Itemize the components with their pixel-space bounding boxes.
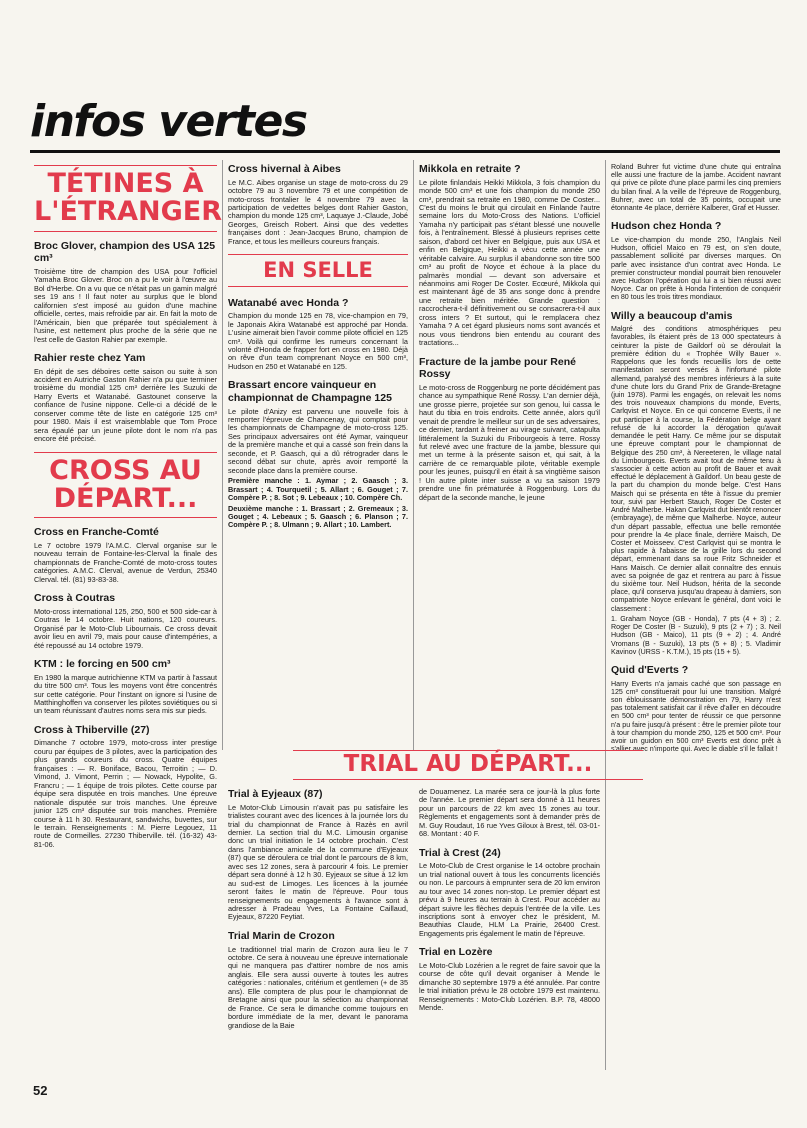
article-title: Trial à Eyjeaux (87) xyxy=(228,788,323,800)
column-2 xyxy=(228,163,408,538)
article-body: Troisième titre de champion des USA pour l'officiel Yamaha Broc Glover. Broc on a pu le voir à l'œuvre au Bol d'Herbe. On a vu que ce n'était pas un gamin malgré ses 19 ans ! Il faut noter au surplus que le blond californien s'est imposé au guidon d'une machine officielle, certes, mais refroidie par air. En fait la moto de l'Américain, bien que préparée tout spécialement à l'usine, est nettement plus proche de la série que ne l'est celle de Gaston Rahier par exemple. xyxy=(34,266,217,344)
results-list: 1. Graham Noyce (GB - Honda), 7 pts (4 + 3) ; 2. Roger De Coster (B - Suzuki), 9 pts (2 + 7) ; 3. Neil Hudson (GB - Maico), 11 pts (9 + 2) ; 4. André Vromans (B - Suzuki), 13 pts (5 + 8) ; 5. Vladimir Kavinov (URSS - K.T.M.), 15 pts (15 + 5). xyxy=(611,614,781,656)
article-title: Trial Marin de Crozon xyxy=(228,929,335,942)
article-title: Quid d'Everts ? xyxy=(611,664,689,676)
article-body: Champion du monde 125 en 78, vice-champion en 79, le Japonais Akira Watanabé est approché par Honda. L'usine aimerait bien l'avoir comme pilote officiel en 125 cm³. Voilà qui confirme les rumeurs concernant la volonté d'Honda de frapper fort en cross en 1980. Déjà on rêve d'un team comprenant Noyce en 500 cm³, Hudson en 250 et Watanabé en 125. xyxy=(228,311,408,371)
article-body: Le moto-cross de Roggenburg ne porte décidément pas chance au sympathique René Rossy. L'an dernier déjà, une grosse pierre, projetée sur son genou, lui cassa le haut du tibia en trois endroits. Cette année, alors qu'il venait de prendre le meilleur sur un de ses adversaires, ce dernier, tardant à freiner au virage suivant, catapulta littéralement la Suzuki du Fribourgeois à terre. Rossy fut relevé avec une fracture de la jambe, blessure qui met un terme à la présente saison et, qui sait, à la carrière de ce remarquable pilote, véritable exemple pour les jeunes, puisqu'il en était à sa vingtième saison ! Un autre pilote inter suisse a vu sa saison 1979 prendre une fin prématurée à Roggenburg. Lors du départ de la seconde manche, le jeune xyxy=(419,382,600,502)
column-4 xyxy=(611,163,781,762)
article-body: Le vice-champion du monde 250, l'Anglais Neil Hudson, officiel Maico en 79 est, on s'en doute, passablement sollicité par diverses marques. On parle avec insistance d'un contrat avec Honda. Le premier constructeur mondial pourrait bien renouveler avec Hudson l'opération qui lui a si bien réussi avec Noyce. Car on prête à Honda l'intention de conquérir en 80 tous les trois titres mondiaux. xyxy=(611,235,781,302)
banner-cross: CROSS AU DÉPART... xyxy=(34,452,217,519)
banner-trial: TRIAL AU DÉPART... xyxy=(293,750,643,780)
article-title: Rahier reste chez Yam xyxy=(34,351,146,364)
article xyxy=(611,310,781,656)
column-divider xyxy=(222,160,223,750)
article xyxy=(34,526,217,584)
article-body: Le Moto-Club Lozérien a le regret de faire savoir que la course de côte qu'il devait organiser à Mende le dimanche 30 septembre 1979 a été annulée. Par contre le trial initiation prévu le 28 octobre 1979 est maintenu. Renseignements : Moto-Club Lozérien. B.P. 78, 48000 Mende. xyxy=(419,960,600,1013)
page-number: 52 xyxy=(33,1083,48,1098)
results-list: Première manche : 1. Aymar ; 2. Gaasch ; 3. Brassart ; 4. Tourquetil ; 5. Allart ; 6. Gouget ; 7. Compère P. ; 8. Sot ; 9. Lebeaux ; 10. Compère Ch. xyxy=(228,476,408,503)
article-title: Cross en Franche-Comté xyxy=(34,526,159,539)
article-title: Trial en Lozère xyxy=(419,946,493,959)
article-title: Brassart encore vainqueur en championnat de Champagne 125 xyxy=(228,379,392,404)
article xyxy=(228,163,408,246)
column-divider xyxy=(605,160,606,1070)
article-title: Cross hivernal à Aibes xyxy=(228,163,341,175)
article xyxy=(34,240,217,344)
results-list: Deuxième manche : 1. Brassart ; 2. Gremeaux ; 3. Gouget ; 4. Lebeaux ; 5. Gaasch ; 6. Planson ; 7. Compère P. ; 8. Ulmann ; 9. Allart ; 10. Lambert. xyxy=(228,503,408,530)
article-title: Hudson chez Honda ? xyxy=(611,220,722,233)
column-divider xyxy=(413,160,414,750)
article-body: Dimanche 7 octobre 1979, moto-cross inter prestige couru par équipes de 3 pilotes, avec la participation des plus grands coureurs du cross. Quatre équipes françaises : — R. Boniface, Bacou, Terroitin ; — D. Vimond, J. Vimont, Perrin ; — Nowack, Hypolite, G. Francru ; — 1 équipe de trois pilotes. Cette course par équipe sera disputée en trois manches. Une épreuve nationale disputée sur trois manches. Une épreuve junior 125 cm³ disputée sur trois manches. Première course à 11 h 30. Restaurant, sandwichs, buvettes, sur le terrain. Renseignements : M. Pierre Legouez, 11 route de Cormeilles. 27230 Thiberville. tél. (16-32) 43-81-06. xyxy=(34,738,217,849)
article xyxy=(34,658,217,716)
article-title: Mikkola en retraite ? xyxy=(419,163,521,175)
article-title: Willy a beaucoup d'amis xyxy=(611,309,733,322)
article-title: Cross à Thiberville (27) xyxy=(34,723,150,736)
article-body: Moto-cross international 125, 250, 500 et 500 side-car à Coutras le 14 octobre. Huit nations, 120 coureurs. Organisé par le Moto-Club Libournais. Ce cross devait avoir lieu en avril 79, mais pour cause d'intempéries, a été repoussé au 14 octobre 1979. xyxy=(34,606,217,650)
article-title: Fracture de la jambe pour René Rossy xyxy=(419,355,576,381)
article-title: Watanabé avec Honda ? xyxy=(228,296,349,309)
article xyxy=(611,163,781,212)
article xyxy=(419,946,600,1012)
article xyxy=(34,592,217,650)
article xyxy=(34,352,217,444)
article xyxy=(611,220,781,301)
trial-column-left xyxy=(228,788,408,1038)
article xyxy=(419,847,600,939)
page-title: infos vertes xyxy=(30,96,307,147)
column-1 xyxy=(34,163,223,857)
article-body: Malgré des conditions atmosphériques peu favorables, ils étaient près de 13 000 spectateurs à ceinturer la piste de Gaildorf où se déroulait la première édition du « Trophée Willy Bauer ». Rappelons que les fonds recueillis lors de cette manifestation seront versés à l'infortuné pilote allemand, paralysé des membres inférieurs à la suite d'une chute lors du Grand Prix de Grande-Bretagne (juin 1978). Parmi les engagés, on relevait les noms des trois nouveaux champions du monde, Everts, Carlqvist et Noyce. En ce qui concerne Everts, il ne put participer à la course, la Fédération belge ayant refusé de lui accorder la dérogation qu'avait demandée le petit Harry. Ce même jour se disputait une épreuve comptant pour le championnat de Belgique des 250 cm³, à Nereeteren, le village natal du Limbourgeois. Everts avait tout de même tenu à s'associer à cette action au profit de Bauer et avait effectué le déplacement à Gaildorf. Un beau geste de la part du champion du monde belge. C'est Hans Maisch qui se présenta en tête à l'issue du premier tour, suivi par Herbert Stauch, Roger De Coster et André Malherbe. Hakan Carlqvist dut bientôt renoncer (embrayage), de même que Malherbe. Noyce, auteur d'un départ passable, effectua une belle remontée pour prendre la 4e place finale, derrière Maisch, De Coster et Moisseev. C'est Carlqvist qui se montra le plus rapide à l'abaisse de la grille lors du second départ, emmenant dans sa roue Fritz Schneider et Hans Maisch. Ce dernier allait connaître des ennuis avec sa poignée de gaz et rentrera au parc à l'issue du sixième tour. Neil Hudson, hérita de la seconde place, qu'il conserva jusqu'au drapeau à damiers, son compatriote Noyce enlevant le général, dont voici le classement : xyxy=(611,325,781,613)
article xyxy=(228,930,408,1030)
article xyxy=(419,163,600,348)
article xyxy=(419,788,600,839)
article xyxy=(228,379,408,530)
article xyxy=(611,664,781,754)
article-title: Broc Glover, champion des USA 125 cm³ xyxy=(34,239,216,265)
article-title: KTM : le forcing en 500 cm³ xyxy=(34,658,171,671)
column-3 xyxy=(419,163,600,510)
article-body: Roland Buhrer fut victime d'une chute qui entraîna elle aussi une fracture de la jambe. Accident navrant qui prive ce pilote d'une place parmi les cinq premiers du bilan final. A la veille de l'épreuve de Roggenburg, Buhrer, avec un total de 35 points, occupait une étonnante 4e place, derrière Kalberer, Graf et Husser. xyxy=(611,163,781,213)
banner-selle: EN SELLE xyxy=(228,254,408,286)
article xyxy=(419,356,600,503)
article-body: Le traditionnel trial marin de Crozon aura lieu le 7 octobre. Ce sera à nouveau une épreuve internationale qui ne manquera pas d'attirer nombre de nos amis anglais. Elle sera aussi ouverte à toutes les autres catégories : nationales, critérium et gentlemen (+ de 35 ans). Elle comptera de plus pour le championnat de Bretagne ainsi que pour la sélection au championnat de France. Ce sera le dimanche comme toujours en bordure immédiate de la mer, devant le panorama grandiose de la Baie xyxy=(228,944,408,1030)
article-body: Le M.C. Aibes organise un stage de moto-cross du 29 octobre 79 au 3 novembre 79 et une compétition de moto-cross frontalier le 4 novembre 79 avec la participation de vedettes belges dont Rahier Gaston, champion du monde 125 cm³, Laquaye J.-Claude, Jobé Georges, Greisch Robert. Ainsi que des vedettes françaises dont : Jean-Jacques Bruno, champion de France, et tous les meilleurs coureurs français. xyxy=(228,177,408,246)
article-body: Le 7 octobre 1979 l'A.M.C. Clerval organise sur le nouveau terrain de Fontaine-les-Clerval la finale des championnats de Franche-Comté de moto-cross toutes catégories. A.M.C. Clerval, avenue de Verdun, 25340 Clerval. tél. (81) 93-83-38. xyxy=(34,540,217,584)
article-body: Le Moto-Club de Crest organise le 14 octobre prochain un trial national ouvert à tous les concurrents licenciés ou non. Le parcours à emprunter sera de 20 km environ au tour avec 14 zones non-stop. Le premier départ est prévu à 9 heures au terrain à Crest. Pour accéder au départ suivre les flèches depuis l'entrée de la ville. Les inscriptions sont à envoyer chez le président, M. Beauthias Claude, HLM La Prairie, 26400 Crest. Engagements pris également le matin de l'épreuve. xyxy=(419,861,600,938)
article-title: Cross à Coutras xyxy=(34,592,116,605)
article-body: Le Motor-Club Limousin n'avait pas pu satisfaire les trialistes courant avec des licences à la journée lors du trial du championnat de France à Razès en avril dernier. La section trial du M.C. Limousin organise donc un trial initiation le 14 octobre prochain. C'est dans l'ambiance amicale de la commune d'Eyjeaux (87) que se déroulera ce trial dont le parcours de 8 km, avec ses 12 zones, sera à parcourir 4 fois. Le premier départ sera donné à 12 h 30. Eyjeaux se situe à 12 km au sud-est de Limoges. Les licences à la journée seront faites le matin de l'épreuve. Pour tous renseignements ou engagements à l'avance sont à adresser à Pradeau Yves, La Fontaine Caillaud, Eyjeaux, 87220 Feytiat. xyxy=(228,802,408,922)
article xyxy=(228,297,408,372)
article-body: de Douarnenez. La marée sera ce jour-là la plus forte de l'année. Le premier départ sera donné à 11 heures pour un parcours de 22 km avec 15 zones au tour. Règlements et engagements sont à demander près de M. Guy Roudaut, 16 rue Yves Giloux à Brest, tél. 03-01-68. Montant : 40 F. xyxy=(419,787,600,839)
article xyxy=(228,788,408,922)
article-body: Le pilote d'Anizy est parvenu une nouvelle fois à remporter l'épreuve de Chancenay, qui comptait pour les championnats de Champagne de moto-cross 125. Ses principaux adversaires ont été Aymar, vainqueur de la première manche et qui a cassé son frein dans la seconde, et P. Gaasch, qui a dû rétrograder dans le second débat sur chute, après avoir remporté la seconde place dans la première course. xyxy=(228,406,408,475)
trial-column-right xyxy=(419,788,600,1021)
article-title: Trial à Crest (24) xyxy=(419,846,501,859)
article-body: En dépit de ses déboires cette saison ou suite à son accident en Autriche Gaston Rahier n'a pu que terminer troisième du mondial 125 cm³ derrière les Suzuki de Harry Everts et Watanabé. Gastounet conserve la confiance de l'usine nippone. Celle-ci a décidé de le conserver comme tête de liste en catégorie 125 cm³ pour 1980. Mais il est vraisemblable que Tom Proce sera épaulé par un jeune pilote dont le nom n'a pas encore été précisé. xyxy=(34,366,217,444)
banner-tetines: TÉTINES À L'ÉTRANGER xyxy=(34,165,217,232)
title-rule xyxy=(30,150,780,153)
article-body: Harry Everts n'a jamais caché que son passage en 125 cm³ constituerait pour lui une transition. Malgré son éblouissante démonstration en 79, Harry n'est pas totalement satisfait car il rêve d'aller en découdre en 500 cm³ pour tenter de réussir ce que personne n'a pu faire jusqu'à présent : être le premier pilote tour à tour champion du monde 250, 125 et 500 cm³. Pour avoir un guidon en 500 cm³ Everts est donc prêt à s'allier avec n'importe qui. Avec le diable s'il le fallait ! xyxy=(611,679,781,754)
article-body: En 1980 la marque autrichienne KTM va partir à l'assaut du titre 500 cm³. Tous les moyens vont être concentrés sur cette catégorie. Pour l'instant on ignore si l'usine de Matthinghoffen va conserver les pilotes soviétiques ou si un team réunissant d'autres noms sera mis sur pieds. xyxy=(34,672,217,716)
article xyxy=(34,724,217,849)
article-body: Le pilote finlandais Heikki Mikkola, 3 fois champion du monde 500 cm³ et une fois champion du monde 250 cm³, prendrait sa retraite en 1980, comme De Coster... C'est du moins le bruit qui circulait en Finlande l'autre semaine lors du Moto-Cross des Nations. L'officiel Yamaha n'y participait pas s'étant blessé une nouvelle fois, à l'entraînement. Blessé à plusieurs reprises cette saison, d'abord cet hiver en Belgique, puis aux USA et enfin en Belgique, Heikki a vécu cette année une véritable calvaire. Au surplus il abandonne son titre 500 cm³ au profit de Noyce et échoue à la place du palmarès mondial — devant son adversaire et néanmoins ami Roger De Coster. Ecœuré, Mikkola qui est maintenant âgé de 35 ans songe donc à prendre une retraite bien méritée. Grande question : raccrochera-t-il définitivement ou se consacrera-t-il aux cross inters ? Et surtout, qui le remplacera chez Yamaha ? A cet égard plusieurs noms sont avancés et nous vous tiendrons bien entendu au courant des tractations... xyxy=(419,177,600,348)
